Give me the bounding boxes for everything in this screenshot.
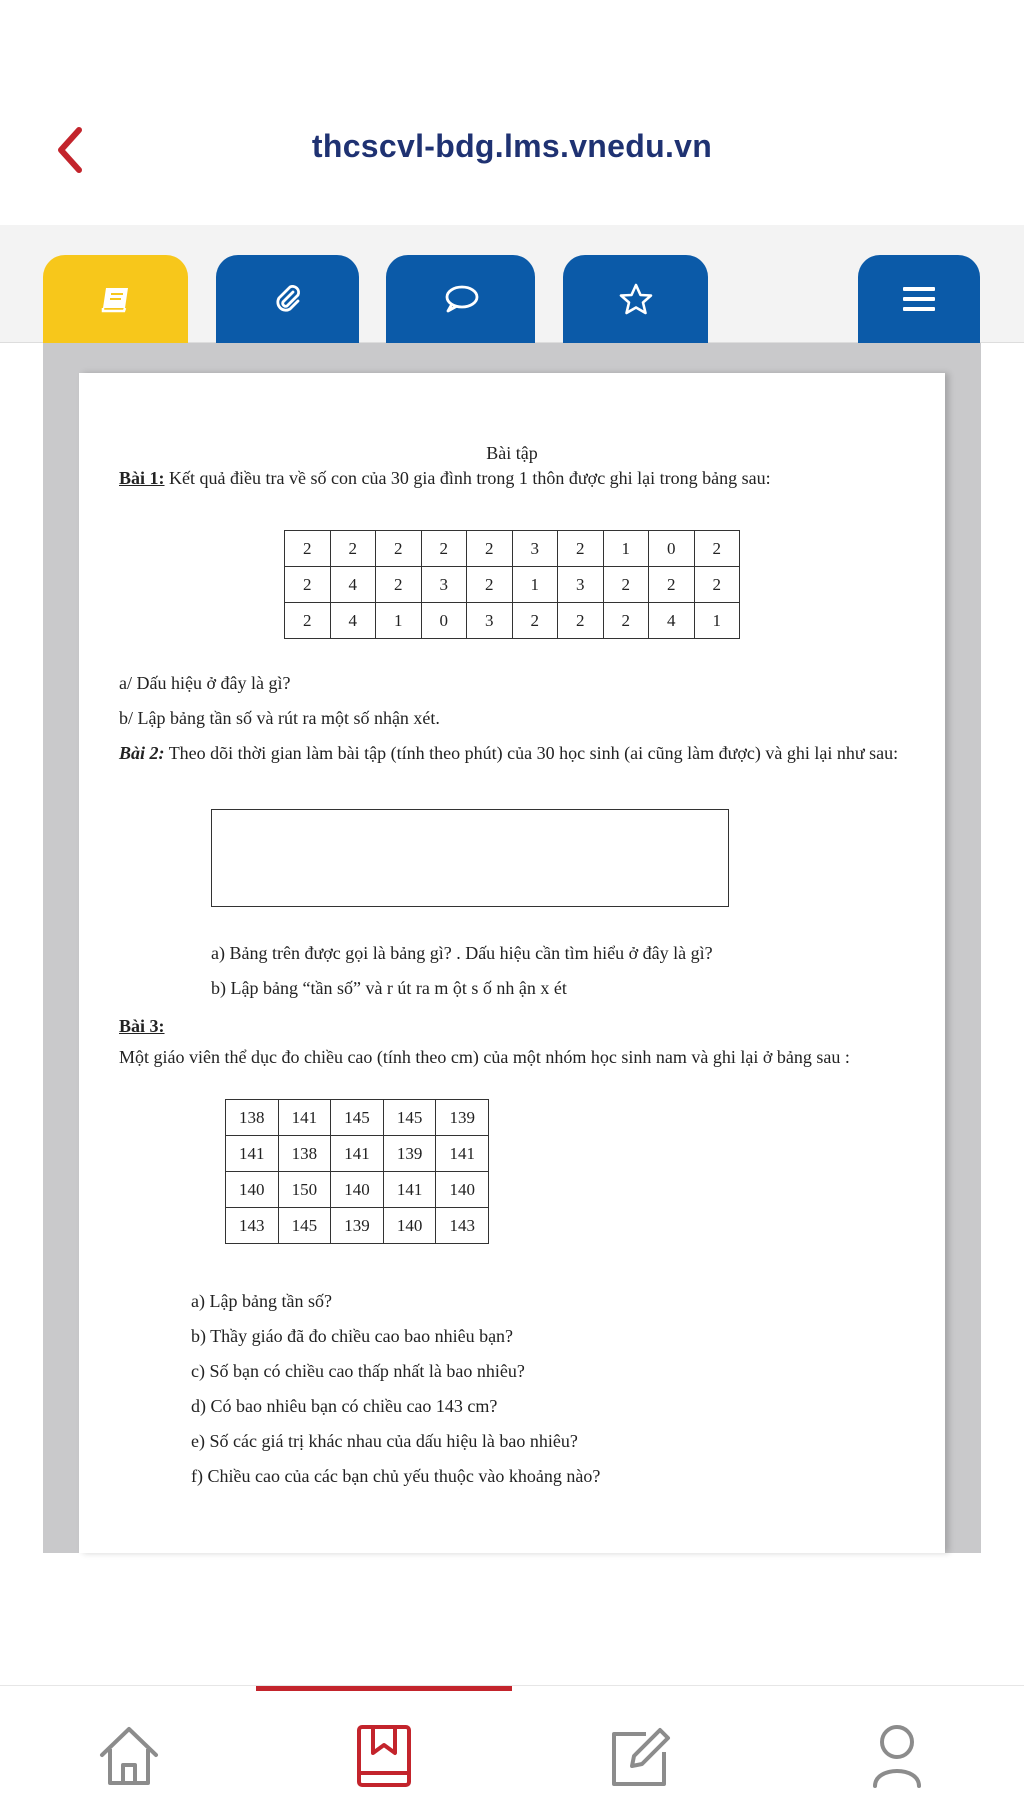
bai1-cell: 2 — [285, 603, 331, 639]
bai3-row — [226, 1208, 489, 1244]
bai3-cell: 141 — [436, 1136, 489, 1172]
bai3-cell: 141 — [331, 1136, 384, 1172]
menu-icon — [901, 284, 937, 314]
bai3-cell: 145 — [278, 1208, 331, 1244]
bookmark-book-icon — [355, 1723, 413, 1789]
bai3-cell: 141 — [226, 1136, 279, 1172]
bai1-cell: 1 — [376, 603, 422, 639]
bai3-cell: 145 — [331, 1100, 384, 1136]
bai3-row — [226, 1100, 489, 1136]
bai1-cell: 2 — [603, 567, 649, 603]
bai1-cell: 2 — [467, 531, 513, 567]
home-icon — [97, 1723, 161, 1789]
bai3-question-item: d) Có bao nhiêu bạn có chiều cao 143 cm? — [191, 1396, 498, 1416]
nav-home[interactable] — [84, 1716, 174, 1796]
nav-documents[interactable] — [339, 1716, 429, 1796]
document-page — [79, 373, 945, 1553]
bai1-question-b: b/ Lập bảng tần số và rút ra một số nhận xét. — [119, 708, 440, 728]
bai1-label: Bài 1: — [119, 468, 165, 488]
nav-assignments[interactable] — [595, 1716, 685, 1796]
star-icon — [618, 282, 654, 316]
bai1-question-a: a/ Dấu hiệu ở đây là gì? — [119, 673, 291, 693]
bai1-cell: 2 — [603, 603, 649, 639]
site-title: thcscvl-bdg.lms.vnedu.vn — [311, 128, 713, 164]
document-tab-bar — [0, 225, 1024, 343]
bai3-cell: 141 — [383, 1172, 436, 1208]
bai1-cell: 1 — [694, 603, 740, 639]
bai1-cell: 0 — [421, 603, 467, 639]
bai3-question-item: b) Thầy giáo đã đo chiều cao bao nhiêu bạn? — [191, 1326, 514, 1346]
bai1-cell: 3 — [558, 567, 604, 603]
book-icon — [99, 284, 133, 314]
bai1-data-table — [284, 530, 740, 639]
bai1-text: Kết quả điều tra về số con của 30 gia đình trong 1 thôn được ghi lại trong bảng sau: — [164, 468, 771, 488]
chat-bubble-icon — [442, 283, 480, 315]
bai3-row — [226, 1136, 489, 1172]
bai1-cell: 2 — [285, 531, 331, 567]
bai3-cell: 140 — [331, 1172, 384, 1208]
tab-attachments[interactable] — [216, 255, 359, 343]
active-tab-indicator — [256, 1686, 512, 1691]
bai3-cell: 140 — [383, 1208, 436, 1244]
tab-document[interactable] — [43, 255, 188, 343]
bai3-cell: 138 — [226, 1100, 279, 1136]
bai1-cell: 2 — [376, 531, 422, 567]
bai3-cell: 139 — [331, 1208, 384, 1244]
bai3-cell: 138 — [278, 1136, 331, 1172]
bai3-cell: 143 — [436, 1208, 489, 1244]
tab-menu[interactable] — [858, 255, 980, 343]
bai1-cell: 2 — [649, 567, 695, 603]
bai3-row — [226, 1172, 489, 1208]
bai1-cell: 2 — [558, 531, 604, 567]
paperclip-icon — [271, 282, 305, 316]
bai1-cell: 3 — [512, 531, 558, 567]
bai1-cell: 2 — [330, 531, 376, 567]
bai1-cell: 3 — [467, 603, 513, 639]
bai3-cell: 141 — [278, 1100, 331, 1136]
bai1-cell: 2 — [421, 531, 467, 567]
bai1-cell: 2 — [558, 603, 604, 639]
bai3-label: Bài 3: — [119, 1016, 165, 1036]
bai2-text: Theo dõi thời gian làm bài tập (tính theo phút) của 30 học sinh (ai cũng làm được) và ghi lại như sau: — [164, 743, 899, 763]
bai3-cell: 140 — [226, 1172, 279, 1208]
bai2-question-b: b) Lập bảng “tần số” và r út ra m ột s ố nh ận x ét — [211, 978, 567, 998]
document-viewer[interactable] — [43, 343, 981, 1553]
edit-icon — [606, 1722, 674, 1790]
bai3-data-table — [225, 1099, 489, 1244]
bai1-cell: 2 — [512, 603, 558, 639]
bai2-question-a: a) Bảng trên được gọi là bảng gì? . Dấu hiệu cần tìm hiểu ở đây là gì? — [211, 943, 713, 963]
bai1-cell: 1 — [603, 531, 649, 567]
bai3-intro: Một giáo viên thể dục đo chiều cao (tính theo cm) của một nhóm học sinh nam và ghi lại ở bảng sau : — [119, 1047, 850, 1067]
bai1-cell: 1 — [512, 567, 558, 603]
bai1-statement — [119, 465, 771, 492]
bai2-label: Bài 2: — [119, 743, 165, 763]
document-title: Bài tập — [486, 443, 538, 463]
bai1-cell: 2 — [694, 531, 740, 567]
nav-profile[interactable] — [852, 1716, 942, 1796]
bai3-cell: 139 — [383, 1136, 436, 1172]
bai1-cell: 2 — [694, 567, 740, 603]
user-icon — [869, 1722, 925, 1790]
bai3-cell: 139 — [436, 1100, 489, 1136]
bai3-question-item: a) Lập bảng tần số? — [191, 1291, 332, 1311]
bai3-question-item: f) Chiều cao của các bạn chủ yếu thuộc vào khoảng nào? — [191, 1466, 601, 1486]
bai1-cell: 2 — [285, 567, 331, 603]
bai1-row — [285, 603, 740, 639]
bai2-statement — [119, 740, 909, 767]
bai3-cell: 145 — [383, 1100, 436, 1136]
bottom-navigation — [0, 1685, 1024, 1820]
bai3-cell: 140 — [436, 1172, 489, 1208]
bai3-question-item: e) Số các giá trị khác nhau của dấu hiệu là bao nhiêu? — [191, 1431, 578, 1451]
bai1-cell: 4 — [330, 567, 376, 603]
bai2-empty-table — [211, 809, 729, 907]
tab-favorite[interactable] — [563, 255, 708, 343]
bai1-row — [285, 567, 740, 603]
top-bar — [0, 0, 1024, 225]
bai1-cell: 3 — [421, 567, 467, 603]
bai3-question-item: c) Số bạn có chiều cao thấp nhất là bao nhiêu? — [191, 1361, 525, 1381]
bai1-cell: 0 — [649, 531, 695, 567]
bai3-cell: 143 — [226, 1208, 279, 1244]
bai1-cell: 2 — [467, 567, 513, 603]
bai3-cell: 150 — [278, 1172, 331, 1208]
bai1-cell: 2 — [376, 567, 422, 603]
bai1-row — [285, 531, 740, 567]
bai1-cell: 4 — [330, 603, 376, 639]
tab-comments[interactable] — [386, 255, 535, 343]
bai1-cell: 4 — [649, 603, 695, 639]
